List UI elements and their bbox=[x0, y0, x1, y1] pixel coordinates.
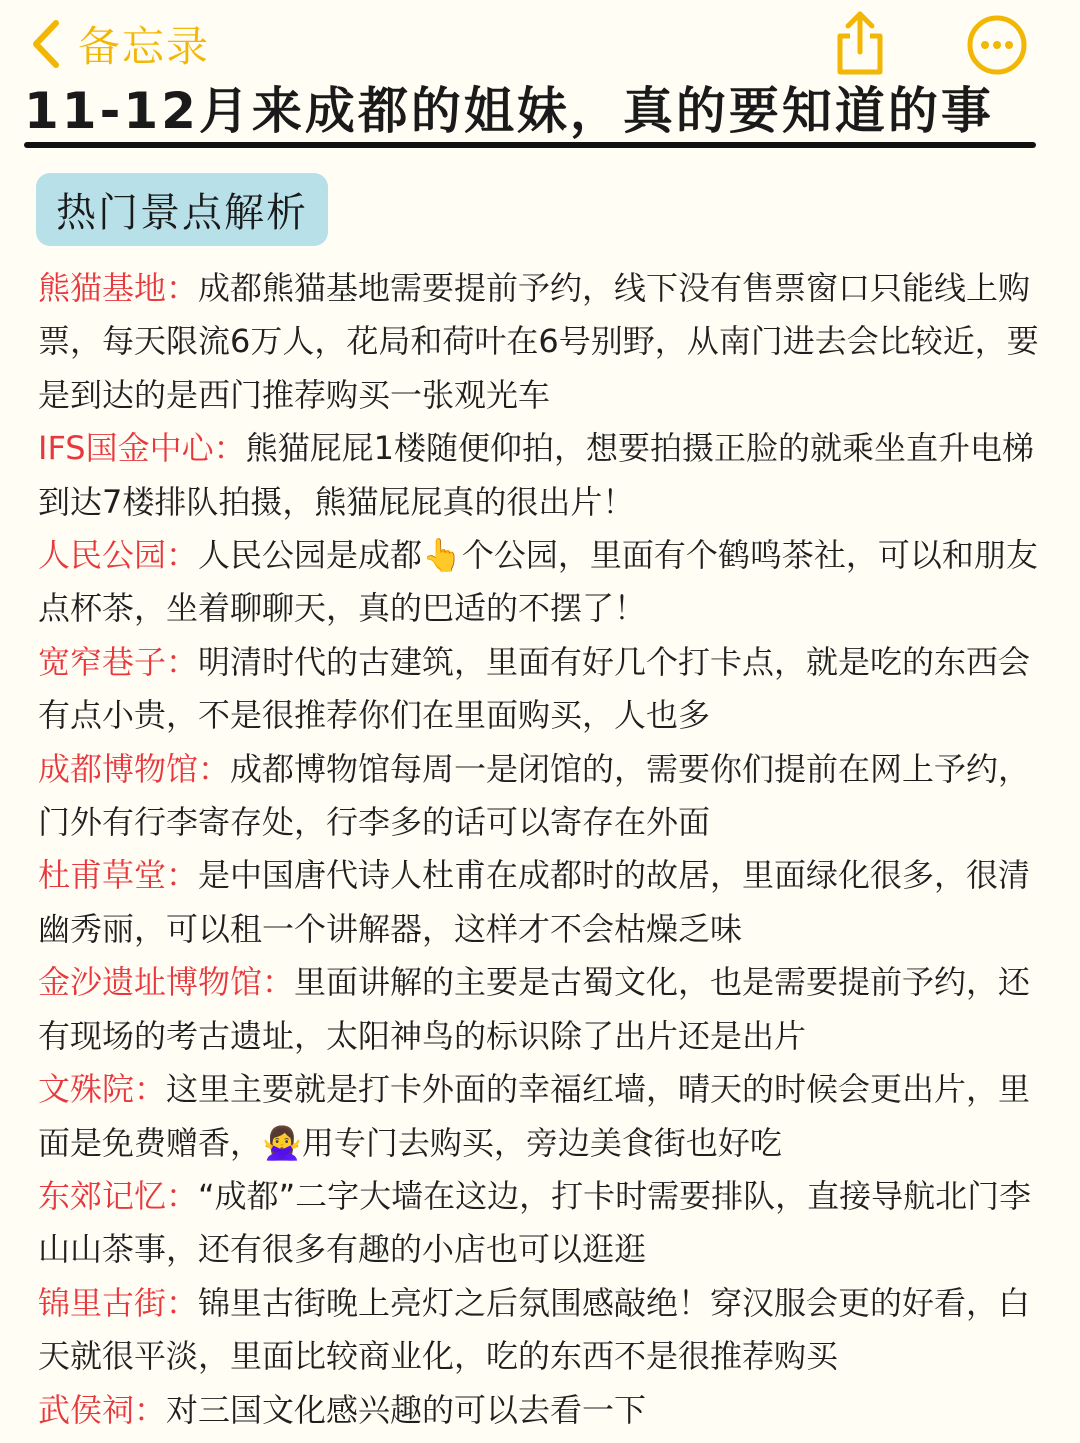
attraction-name: 文殊院： bbox=[38, 1070, 167, 1109]
attraction-entry bbox=[38, 529, 1048, 636]
attraction-name: 人民公园： bbox=[38, 536, 199, 575]
attraction-description: 里面讲解的主要是古蜀文化，也是需要提前予约，还有现场的考古遗址，太阳神鸟的标识除了出片还是出片 bbox=[38, 963, 1031, 1055]
attraction-description: “成都”二字大墙在这边，打卡时需要排队，直接导航北门李山山茶事，还有很多有趣的小店也可以逛逛 bbox=[38, 1176, 1032, 1269]
attraction-entry bbox=[38, 422, 1048, 529]
attraction-description: 成都博物馆每周一是闭馆的，需要你们提前在网上予约，门外有行李寄存处，行李多的话可以寄存在外面 bbox=[38, 749, 1031, 842]
title-underline bbox=[24, 142, 1036, 148]
share-button[interactable] bbox=[830, 8, 890, 78]
attraction-description: 是中国唐代诗人杜甫在成都时的故居，里面绿化很多，很清幽秀丽，可以租一个讲解器，这样才不会枯燥乏味 bbox=[38, 856, 1031, 948]
attraction-name: 杜甫草堂： bbox=[38, 856, 199, 895]
attraction-entry bbox=[38, 636, 1048, 743]
attraction-description: 人民公园是成都👆个公园，里面有个鹤鸣茶社，可以和朋友点杯茶，坐着聊聊天，真的巴适的不摆了！ bbox=[38, 536, 1038, 628]
more-icon bbox=[966, 14, 1028, 76]
back-label: 备忘录 bbox=[78, 22, 211, 71]
attraction-entry bbox=[38, 956, 1048, 1063]
attraction-name: 成都博物馆： bbox=[38, 749, 231, 788]
attraction-entry bbox=[38, 1170, 1048, 1277]
attraction-entry bbox=[38, 849, 1048, 956]
attraction-name: IFS国金中心： bbox=[38, 429, 246, 468]
section-badge: 热门景点解析 bbox=[36, 173, 328, 246]
attraction-entry bbox=[38, 1384, 1048, 1437]
back-button[interactable] bbox=[28, 16, 210, 72]
attraction-name: 东郊记忆： bbox=[38, 1176, 199, 1215]
attraction-entry bbox=[38, 262, 1048, 422]
page-title: 11-12月来成都的姐妹，真的要知道的事 bbox=[24, 82, 994, 140]
chevron-left-icon bbox=[28, 19, 62, 69]
share-icon bbox=[830, 8, 890, 78]
attraction-entry bbox=[38, 1063, 1048, 1170]
attraction-description: 成都熊猫基地需要提前予约，线下没有售票窗口只能线上购票，每天限流6万人，花局和荷叶在6号别野，从南门进去会比较近，要是到达的是西门推荐购买一张观光车 bbox=[38, 269, 1039, 414]
navigation-bar bbox=[0, 0, 1080, 82]
attraction-name: 金沙遗址博物馆： bbox=[38, 963, 295, 1002]
attraction-name: 宽窄巷子： bbox=[38, 642, 199, 681]
attraction-description: 熊猫屁屁1楼随便仰拍，想要拍摄正脸的就乘坐直升电梯到达7楼排队拍摄，熊猫屁屁真的很出片！ bbox=[38, 429, 1034, 521]
attraction-name: 熊猫基地： bbox=[38, 269, 199, 307]
attraction-description: 锦里古街晚上亮灯之后氛围感敲绝！穿汉服会更的好看，白天就很平淡，里面比较商业化，吃的东西不是很推荐购买 bbox=[38, 1283, 1031, 1376]
more-button[interactable] bbox=[966, 14, 1028, 76]
attraction-name: 锦里古街： bbox=[38, 1283, 199, 1322]
attraction-list bbox=[38, 262, 1048, 1437]
attraction-entry bbox=[38, 1277, 1048, 1384]
attraction-description: 明清时代的古建筑，里面有好几个打卡点，就是吃的东西会有点小贵，不是很推荐你们在里面购买，人也多 bbox=[38, 642, 1031, 735]
attraction-entry bbox=[38, 743, 1048, 850]
attraction-name: 武侯祠： bbox=[38, 1390, 167, 1429]
attraction-description: 这里主要就是打卡外面的幸福红墙，晴天的时候会更出片，里面是免费赠香，🙅‍♀️用专门去购买，旁边美食街也好吃 bbox=[38, 1070, 1031, 1162]
attraction-description: 对三国文化感兴趣的可以去看一下 bbox=[166, 1390, 647, 1429]
